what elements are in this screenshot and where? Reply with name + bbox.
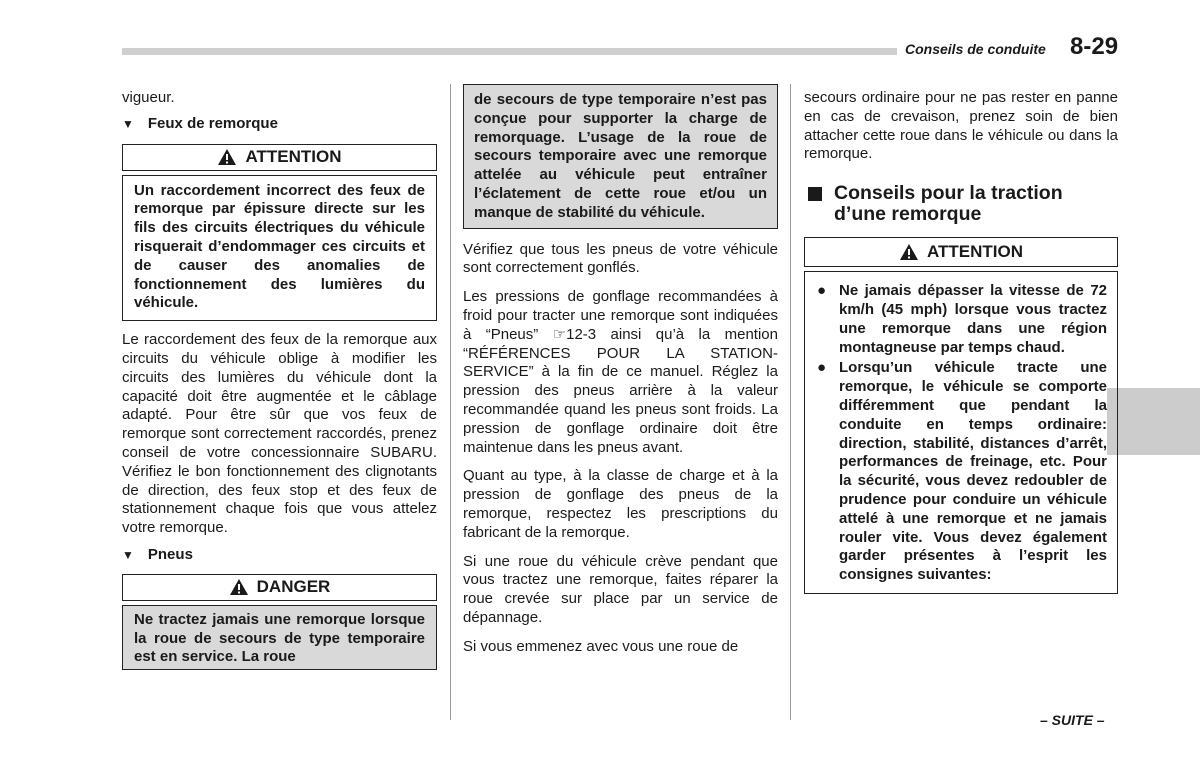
list-item: ● Ne jamais dépasser la vitesse de 72 km/h (45 mph) lorsque vous tractez une remorque dans une région montagneuse par temps chaud.: [817, 282, 1107, 356]
paragraph: Le raccordement des feux de la remorque aux circuits du véhicule oblige à modifier les circuits des lumières du véhicule dont la capacité doit être augmentée et le câblage adapté. Pour être sûr que vos feux de remorque sont correctement raccordés, prenez conseil de votre concessionnaire SUBARU. Vérifiez le bon fonctionnement des clignotants de direction, des feux stop et des feux de stationnement chaque fois que vous attelez votre remorque.: [122, 331, 437, 537]
attention-body: Un raccordement incorrect des feux de remorque par épissure directe sur les fils des circuits électriques du véhicule risquerait d’endommager ces circuits et de causer des anomalies de fonctionnement des lumières du véhicule.: [122, 175, 437, 322]
danger-body: Ne tractez jamais une remorque lorsque la roue de secours de type temporaire est en service. La roue: [122, 605, 437, 670]
paragraph: Si une roue du véhicule crève pendant que vous tractez une remorque, faites réparer la roue crevée sur place par un service de dépannage.: [463, 552, 778, 626]
subheading-pneus: ▼ Pneus: [122, 545, 193, 563]
column-divider-right: [790, 84, 791, 720]
column-1: [122, 89, 437, 670]
column-2: [463, 84, 778, 657]
paragraph: Les pressions de gonflage recommandées à froid pour tracter une remorque sont indiquées à “Pneus” ☞12-3 ainsi qu’à la mention “RÉFÉRENCES POUR LA STATION-SERVICE” à la fin de ce manuel. Réglez la pression des pneus arrière à la valeur recommandée quand les pneus sont froids. La pression de gonflage ordinaire doit être maintenue dans les pneus avant.: [463, 288, 778, 456]
paragraph: secours ordinaire pour ne pas rester en panne en cas de crevaison, prenez soin de bien attacher cette roue dans le véhicule ou dans la remorque.: [804, 89, 1118, 163]
warning-icon: [229, 578, 249, 596]
column-3: [804, 89, 1118, 594]
side-tab: [1107, 388, 1200, 455]
bullet-icon: ●: [817, 359, 827, 377]
column-divider-left: [450, 84, 451, 720]
danger-header: DANGER: [122, 574, 437, 601]
paragraph: vigueur.: [122, 89, 175, 106]
list-item: ● Lorsqu’un véhicule tracte une remorque, le véhicule se comporte différemment que pendant la conduite en temps ordinaire: direction, stabilité, distances d’arrêt, performances de freinage, etc. Pour la sécurité, vous devez redoubler de prudence pour conduire un véhicule attelé à une remorque et ne jamais rouler vite. Vous devez également garder présentes à l’esprit les consignes suivantes:: [817, 359, 1107, 584]
square-bullet-icon: [808, 187, 822, 201]
paragraph: Vérifiez que tous les pneus de votre véhicule sont correctement gonflés.: [463, 240, 778, 277]
attention-header: ATTENTION: [804, 237, 1118, 267]
attention-body: [804, 271, 1118, 594]
attention-header: ATTENTION: [122, 144, 437, 171]
continued-footer: – SUITE –: [1040, 712, 1105, 728]
triangle-down-icon: ▼: [122, 116, 134, 131]
triangle-down-icon: ▼: [122, 547, 134, 562]
bullet-icon: ●: [817, 282, 827, 300]
page-number: 8-29: [1070, 33, 1119, 60]
subheading-feux: ▼ Feux de remorque: [122, 114, 278, 132]
paragraph: Quant au type, à la classe de charge et à la pression de gonflage des pneus de la remorque, respectez les prescriptions du fabricant de la remorque.: [463, 467, 778, 541]
danger-body-continued: de secours de type temporaire n’est pas conçue pour supporter la charge de remorquage. L’usage de la roue de secours temporaire avec une remorque attelée au véhicule peut entraîner l’éclatement de cette roue et/ou un manque de stabilité du véhicule.: [463, 84, 778, 229]
warning-icon: [899, 243, 919, 261]
warning-icon: [217, 148, 237, 166]
header-section-title: Conseils de conduite: [905, 41, 1046, 57]
section-title: Conseils pour la traction d’une remorque: [804, 183, 1118, 225]
header-bar: [122, 48, 897, 55]
paragraph: Si vous emmenez avec vous une roue de: [463, 637, 739, 655]
